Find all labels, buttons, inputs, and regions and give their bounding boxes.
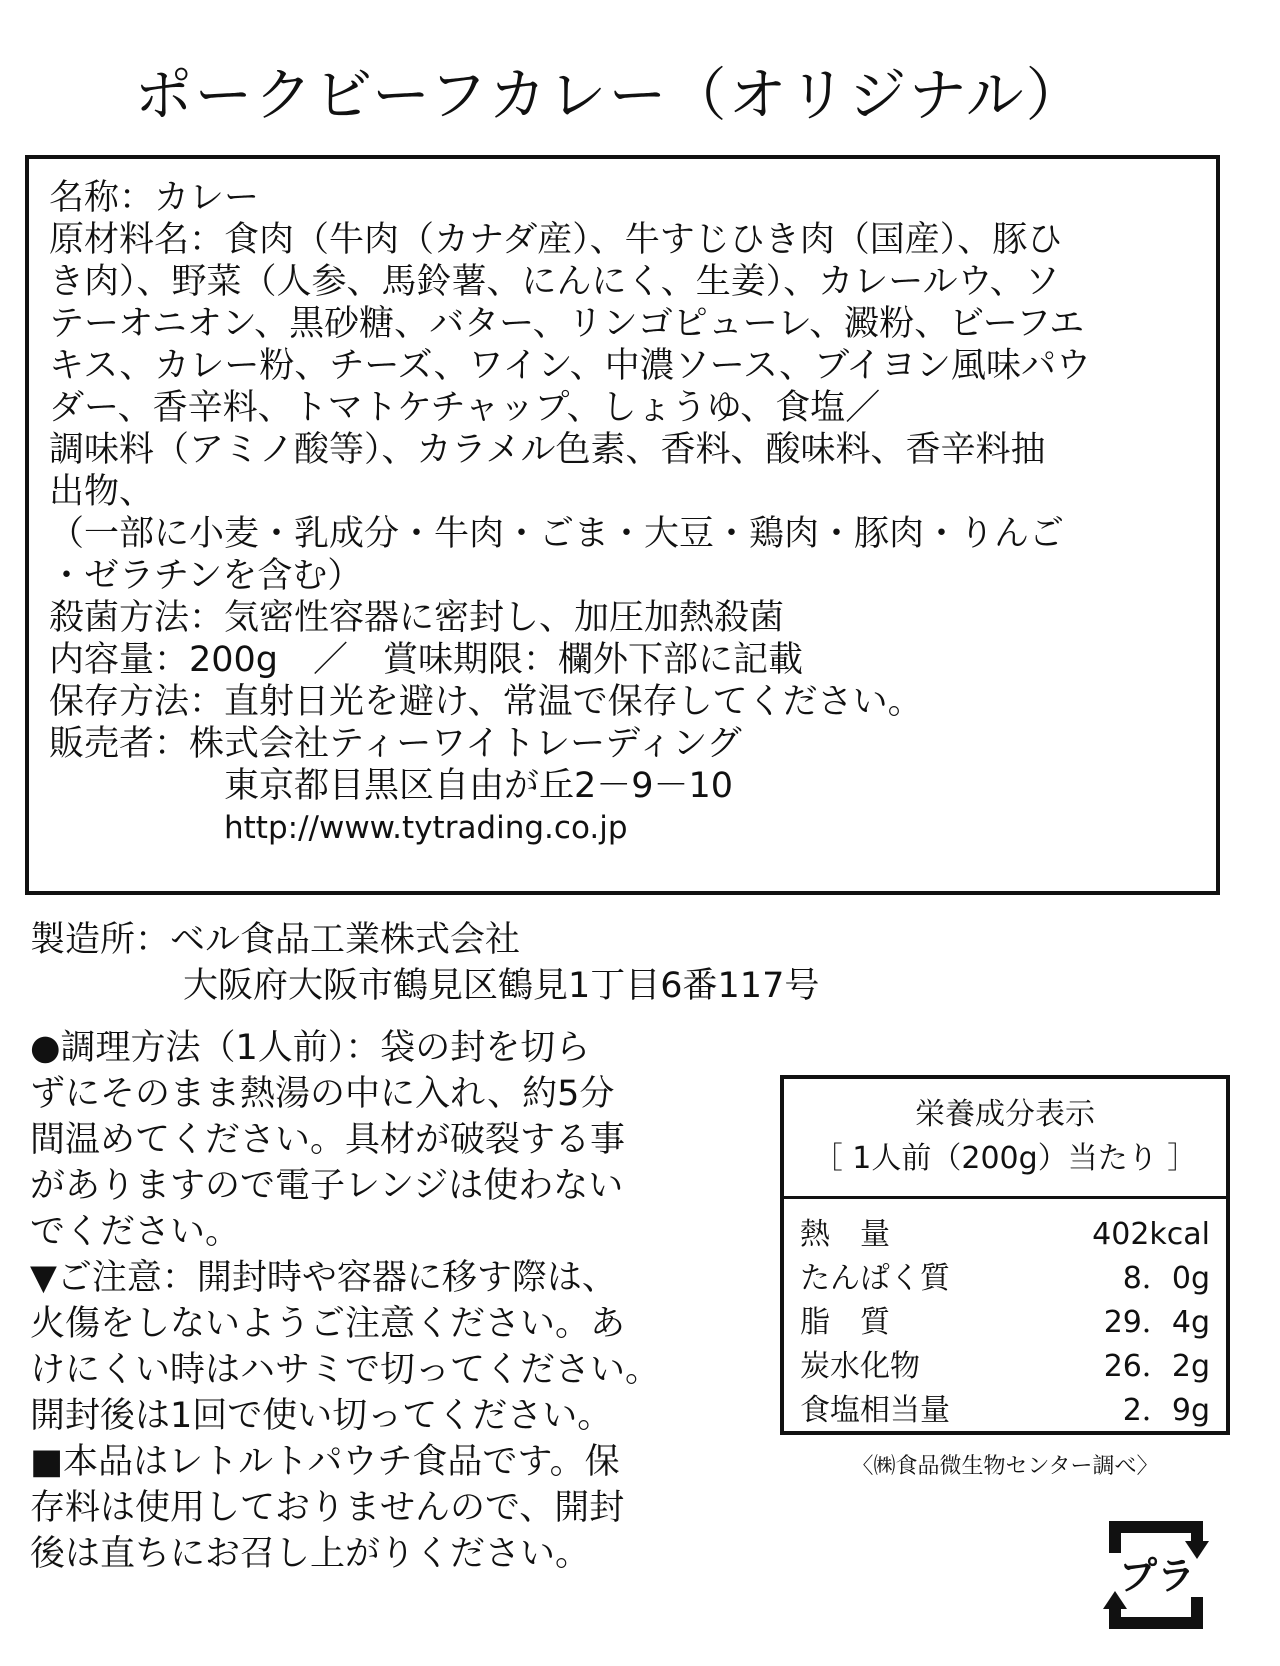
label-line: 保存方法：直射日光を避け、常温で保存してください。 (49, 682, 923, 722)
label-line: 調味料（アミノ酸等）、カラメル色素、香料、酸味料、香辛料抽 (49, 430, 1046, 470)
nutrition-header (784, 1079, 1226, 1199)
nutrition-label: 熱 量 (800, 1217, 890, 1252)
nutrition-table (780, 1075, 1230, 1435)
nutrition-row (800, 1301, 1210, 1345)
instruction-line: 間温めてください。具材が破裂する事 (30, 1120, 626, 1160)
instruction-line: 後は直ちにお召し上がりください。 (30, 1534, 591, 1574)
nutrition-title: 栄養成分表示 (915, 1097, 1095, 1132)
nutrition-value: 29．4g (1103, 1305, 1210, 1340)
nutrition-value: 2．9g (1122, 1393, 1210, 1428)
manufacturer-name: 製造所：ベル食品工業株式会社 (30, 920, 521, 960)
analysis-note: 〈㈱食品微生物センター調べ〉 (851, 1454, 1159, 1479)
label-line: 名称：カレー (49, 178, 260, 218)
instruction-line: ●調理方法（1人前）：袋の封を切ら (30, 1028, 591, 1068)
instructions-block (30, 1025, 750, 1577)
instruction-line: 存料は使用しておりませんので、開封 (30, 1488, 625, 1528)
instruction-line: ずにそのまま熱湯の中に入れ、約5分 (30, 1074, 615, 1114)
seller-address: 東京都目黒区自由が丘2－9－10 (224, 766, 734, 806)
label-line: ・ゼラチンを含む） (49, 556, 363, 596)
label-line: 内容量：200g ／ 賞味期限：欄外下部に記載 (49, 640, 804, 680)
recycle-mark-graphic (1085, 1505, 1230, 1645)
label-line: ダー、香辛料、トマトケチャップ、しょうゆ、食塩／ (49, 388, 881, 428)
label-line: き肉）、野菜（人参、馬鈴薯、にんにく、生姜）、カレールウ、ソ (49, 262, 1060, 302)
nutrition-row (800, 1213, 1210, 1257)
label-line: （一部に小麦・乳成分・牛肉・ごま・大豆・鶏肉・豚肉・りんご (49, 514, 1065, 554)
manufacturer-address: 大阪府大阪市鶴見区鶴見1丁目6番117号 (183, 966, 820, 1006)
instruction-line: がありますので電子レンジは使わない (30, 1166, 624, 1206)
nutrition-rows (784, 1199, 1226, 1433)
instruction-line: 開封後は1回で使い切ってください。 (30, 1396, 613, 1436)
label-line: キス、カレー粉、チーズ、ワイン、中濃ソース、ブイヨン風味パウ (49, 346, 1091, 386)
nutrition-label: たんぱく質 (800, 1261, 950, 1296)
label-box (25, 155, 1220, 895)
label-line: 原材料名：食肉（牛肉（カナダ産）、牛すじひき肉（国産）、豚ひ (49, 220, 1063, 260)
instruction-line: ■本品はレトルトパウチ食品です。保 (30, 1442, 620, 1482)
label-line: 販売者：株式会社ティーワイトレーディング (49, 724, 742, 764)
instruction-line: でください。 (30, 1212, 241, 1252)
nutrition-serving: ［ 1人前（200g）当たり ］ (812, 1141, 1198, 1176)
instruction-line: けにくい時はハサミで切ってください。 (30, 1350, 661, 1390)
nutrition-value: 402kcal (1092, 1217, 1210, 1252)
instruction-line: 火傷をしないようご注意ください。あ (30, 1304, 626, 1344)
nutrition-row (800, 1257, 1210, 1301)
nutrition-value: 8．0g (1122, 1261, 1210, 1296)
nutrition-label: 食塩相当量 (800, 1393, 950, 1428)
label-line: 出物、 (49, 472, 155, 512)
nutrition-row (800, 1389, 1210, 1433)
nutrition-value: 26．2g (1103, 1349, 1210, 1384)
recycle-mark-text: プラ (1118, 1554, 1196, 1598)
label-line: テーオニオン、黒砂糖、バター、リンゴピューレ、澱粉、ビーフエ (49, 304, 1085, 344)
manufacturer-block (30, 917, 1230, 1009)
nutrition-label: 炭水化物 (800, 1349, 920, 1384)
instruction-line: ▼ご注意：開封時や容器に移す際は、 (30, 1258, 617, 1298)
nutrition-label: 脂 質 (800, 1305, 890, 1340)
product-title: ポークビーフカレー（オリジナル） (134, 61, 1086, 129)
nutrition-row (800, 1345, 1210, 1389)
seller-url: http://www.tytrading.co.jp (224, 810, 628, 846)
label-line: 殺菌方法：気密性容器に密封し、加圧加熱殺菌 (49, 598, 785, 638)
plastic-recycle-icon (1085, 1505, 1230, 1645)
